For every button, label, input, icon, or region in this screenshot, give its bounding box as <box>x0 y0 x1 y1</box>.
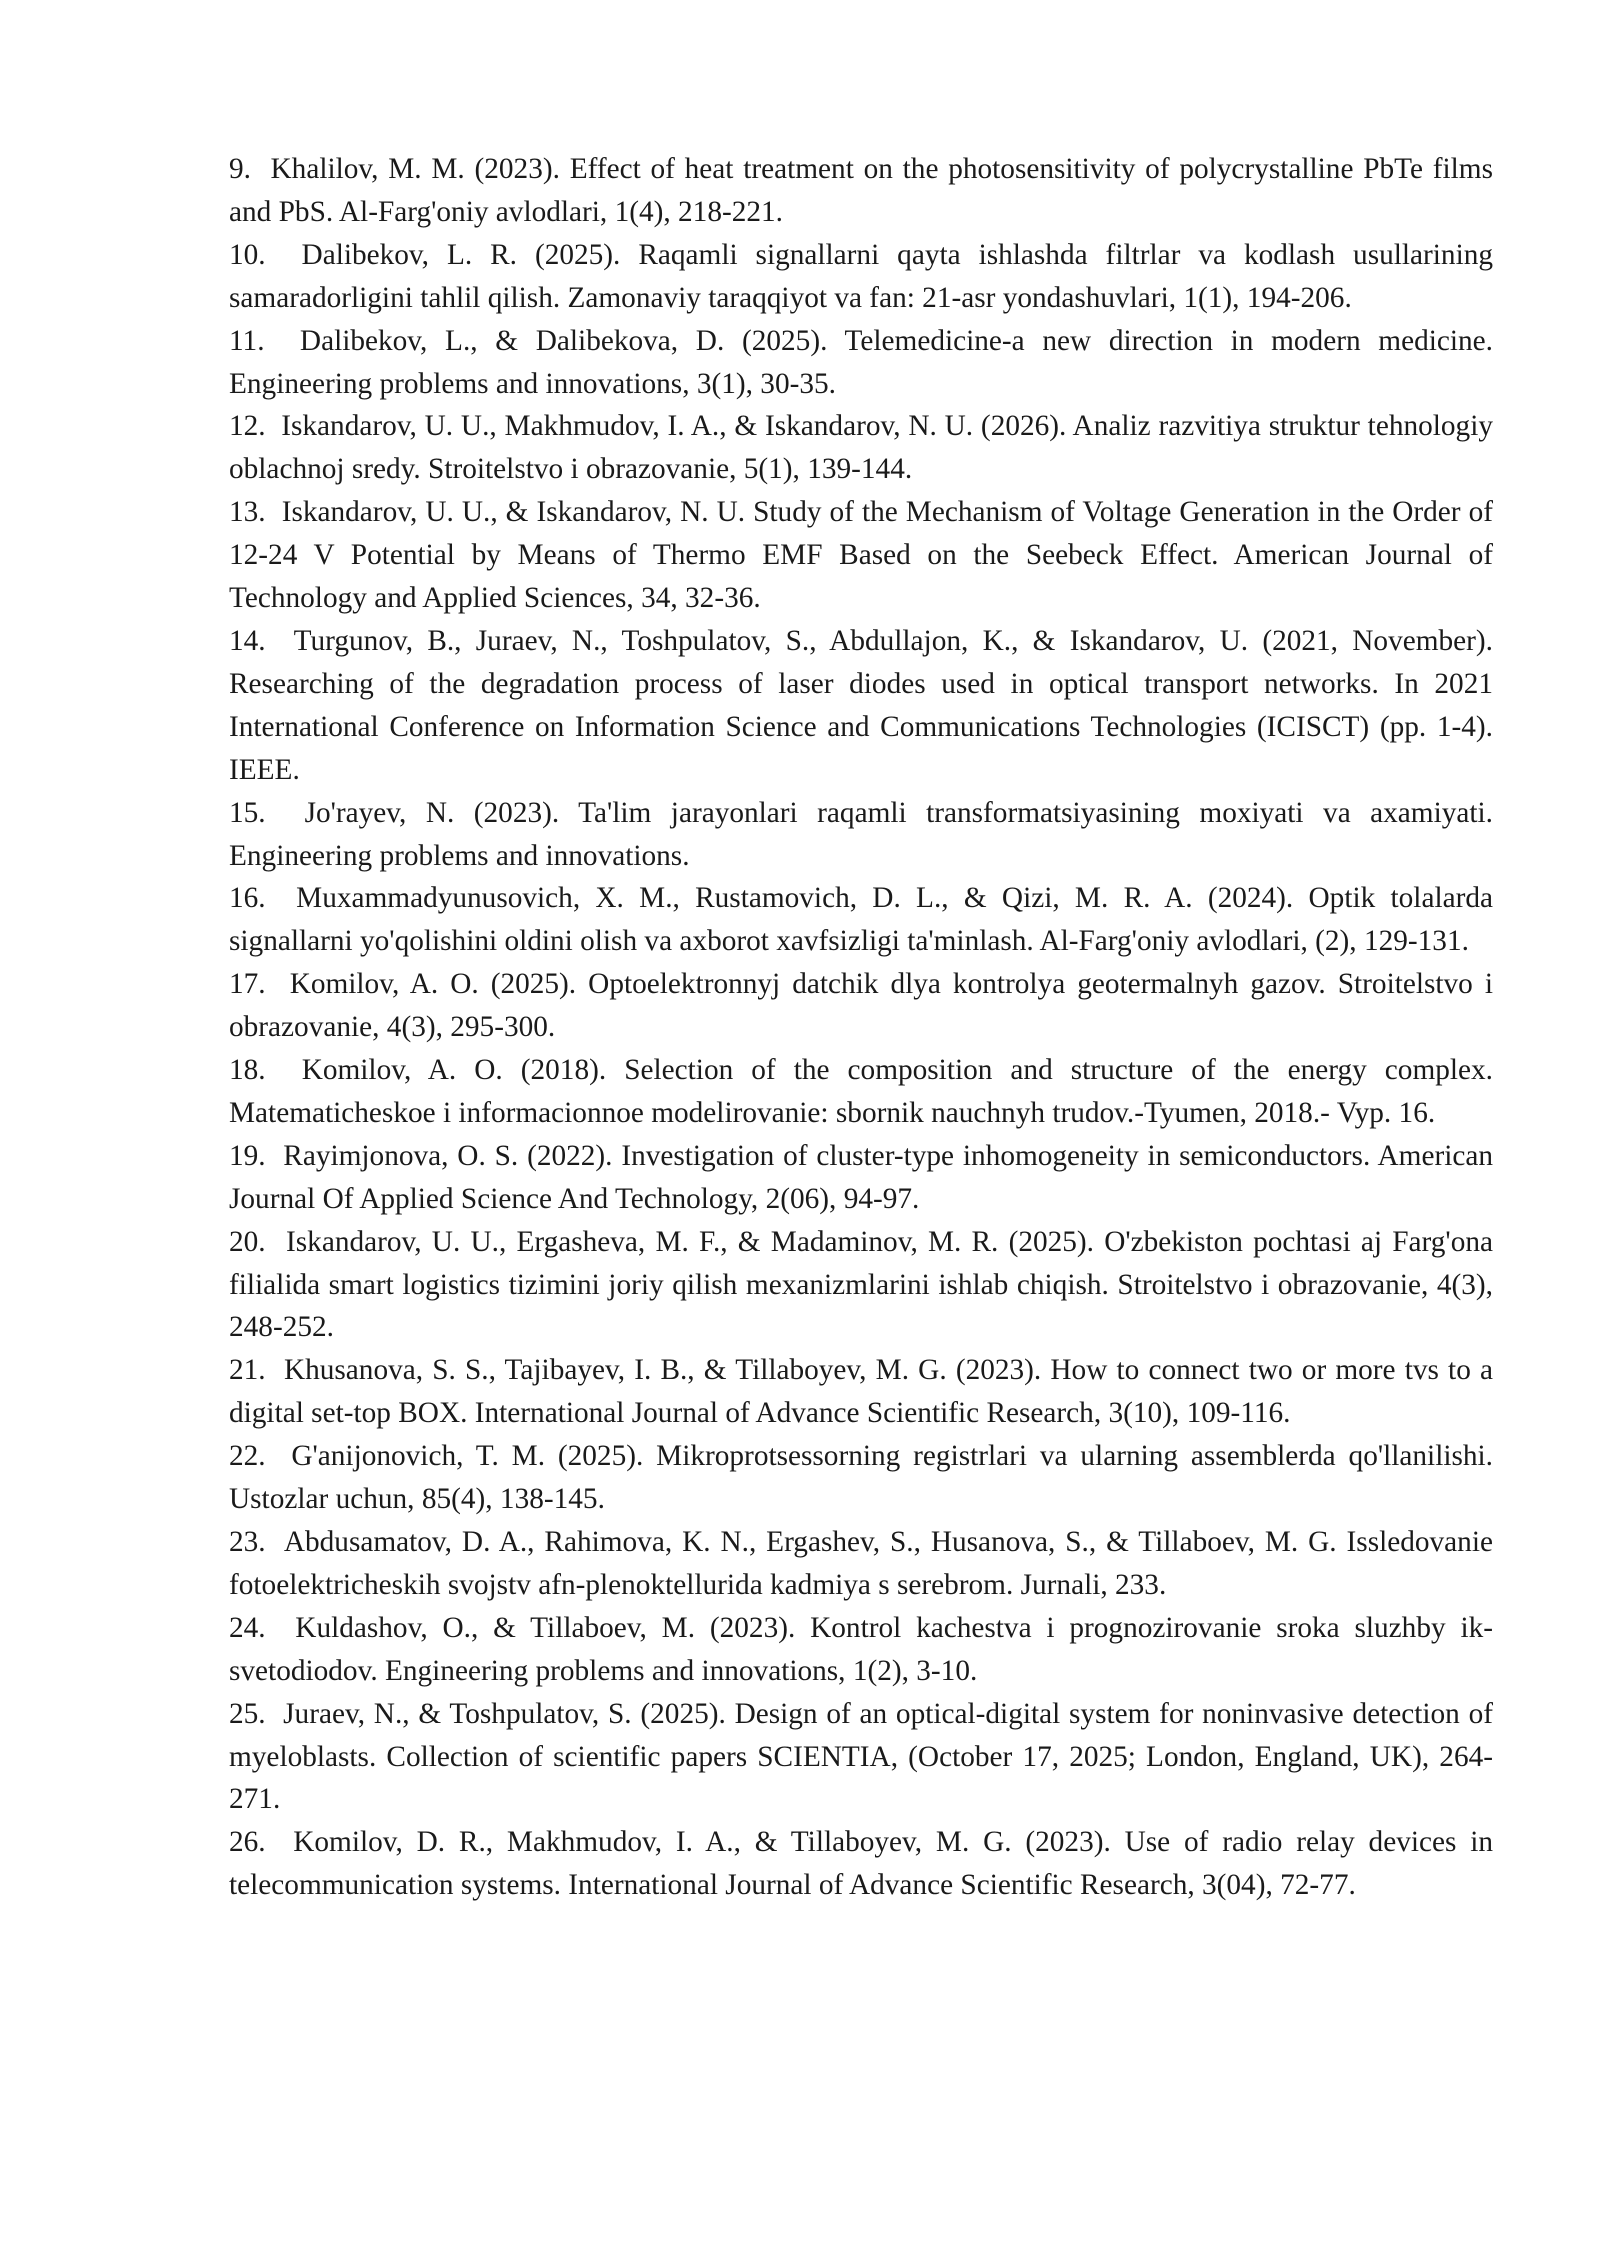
reference-item-20 <box>229 1221 1493 1350</box>
reference-number: 17. <box>229 968 266 1001</box>
reference-number: 13. <box>229 496 266 529</box>
reference-item-26 <box>229 1821 1493 1907</box>
reference-text: Dalibekov, L. R. (2025). Raqamli signallarni qayta ishlashda filtrlar va kodlash usullarining samaradorligini tahlil qilish. Zamonaviy taraqqiyot va fan: 21-asr yondashuvlari, 1(1), 194-206. <box>229 238 1494 314</box>
reference-number: 10. <box>229 238 266 271</box>
reference-item-22 <box>229 1435 1493 1521</box>
reference-number: 11. <box>229 324 265 357</box>
reference-number: 25. <box>229 1697 266 1730</box>
reference-item-25 <box>229 1693 1493 1822</box>
reference-item-9 <box>229 148 1493 234</box>
reference-item-17 <box>229 963 1493 1049</box>
reference-item-23 <box>229 1521 1493 1607</box>
reference-number: 9. <box>229 153 251 185</box>
reference-item-10 <box>229 234 1493 320</box>
reference-text: Jo'rayev, N. (2023). Ta'lim jarayonlari raqamli transformatsiyasining moxiyati va axamiyati. Engineering problems and innovations. <box>229 796 1493 872</box>
reference-item-16 <box>229 877 1493 963</box>
reference-text: Komilov, A. O. (2018). Selection of the composition and structure of the energy complex. Matematicheskoe i informacionnoe modelirovanie: sbornik nauchnyh trudov.-Tyumen, 2018.- Vyp. 16. <box>229 1054 1493 1129</box>
reference-item-19 <box>229 1135 1493 1221</box>
reference-number: 14. <box>229 624 266 657</box>
reference-number: 22. <box>229 1440 266 1473</box>
reference-number: 20. <box>229 1225 266 1258</box>
reference-text: Abdusamatov, D. A., Rahimova, K. N., Ergashev, S., Husanova, S., & Tillaboev, M. G. Issledovanie fotoelektricheskih svojstv afn-plenoktellurida kadmiya s serebrom. Jurnali, 233. <box>229 1526 1493 1601</box>
reference-text: Turgunov, B., Juraev, N., Toshpulatov, S., Abdullajon, K., & Iskandarov, U. (2021, November). Researching of the degradation process of laser diodes used in optical transport networks. In 2021 International Conference on Information Science and Communications Technologies (ICISCT) (pp. 1-4). IEEE. <box>229 624 1493 786</box>
reference-item-24 <box>229 1607 1493 1693</box>
reference-text: Dalibekov, L., & Dalibekova, D. (2025). Telemedicine-a new direction in modern medicine. Engineering problems and innovations, 3(1), 30-35. <box>229 324 1493 400</box>
reference-number: 21. <box>229 1354 266 1387</box>
reference-number: 12. <box>229 410 266 443</box>
reference-text: Rayimjonova, O. S. (2022). Investigation of cluster-type inhomogeneity in semiconductors. American Journal Of Applied Science And Technology, 2(06), 94-97. <box>229 1139 1493 1215</box>
reference-text: Juraev, N., & Toshpulatov, S. (2025). Design of an optical-digital system for noninvasive detection of myeloblasts. Collection of scientific papers SCIENTIA, (October 17, 2025; London, England, UK), 264-271. <box>229 1697 1493 1816</box>
reference-number: 16. <box>229 882 266 915</box>
reference-number: 26. <box>229 1826 266 1859</box>
reference-item-15 <box>229 792 1493 878</box>
reference-text: Muxammadyunusovich, X. M., Rustamovich, D. L., & Qizi, M. R. A. (2024). Optik tolalarda signallarni yo'qolishini oldini olish va axborot xavfsizligi ta'minlash. Al-Farg'oniy avlodlari, (2), 129-131. <box>229 882 1493 958</box>
reference-number: 15. <box>229 796 266 829</box>
reference-text: Iskandarov, U. U., Ergasheva, M. F., & Madaminov, M. R. (2025). O'zbekiston pochtasi aj Farg'ona filialida smart logistics tizimini joriy qilish mexanizmlarini ishlab chiqish. Stroitelstvo i obrazovanie, 4(3), 248-252. <box>229 1225 1493 1344</box>
reference-text: G'anijonovich, T. M. (2025). Mikroprotsessorning registrlari va ularning assemblerda qo'llanilishi. Ustozlar uchun, 85(4), 138-145. <box>229 1440 1493 1516</box>
reference-list <box>229 148 1493 1907</box>
reference-number: 19. <box>229 1139 266 1172</box>
reference-number: 23. <box>229 1526 266 1558</box>
reference-number: 18. <box>229 1054 266 1087</box>
reference-item-13 <box>229 491 1493 620</box>
reference-item-21 <box>229 1349 1493 1435</box>
reference-item-18 <box>229 1049 1493 1135</box>
reference-text: Komilov, D. R., Makhmudov, I. A., & Tillaboyev, M. G. (2023). Use of radio relay devices in telecommunication systems. International Journal of Advance Scientific Research, 3(04), 72-77. <box>229 1826 1493 1902</box>
reference-number: 24. <box>229 1611 266 1644</box>
reference-text: Khusanova, S. S., Tajibayev, I. B., & Tillaboyev, M. G. (2023). How to connect two or more tvs to a digital set-top BOX. International Journal of Advance Scientific Research, 3(10), 109-116. <box>229 1354 1493 1430</box>
reference-item-14 <box>229 620 1493 792</box>
reference-text: Komilov, A. O. (2025). Optoelektronnyj datchik dlya kontrolya geotermalnyh gazov. Stroitelstvo i obrazovanie, 4(3), 295-300. <box>229 968 1493 1044</box>
reference-text: Kuldashov, O., & Tillaboev, M. (2023). Kontrol kachestva i prognozirovanie sroka sluzhby ik-svetodiodov. Engineering problems and innovations, 1(2), 3-10. <box>229 1611 1493 1687</box>
reference-text: Iskandarov, U. U., & Iskandarov, N. U. Study of the Mechanism of Voltage Generation in the Order of 12-24 V Potential by Means of Thermo EMF Based on the Seebeck Effect. American Journal of Technology and Applied Sciences, 34, 32-36. <box>229 496 1493 615</box>
reference-item-12 <box>229 405 1493 491</box>
reference-item-11 <box>229 320 1493 406</box>
reference-text: Khalilov, M. M. (2023). Effect of heat treatment on the photosensitivity of polycrystalline PbTe films and PbS. Al-Farg'oniy avlodlari, 1(4), 218-221. <box>229 153 1493 228</box>
reference-text: Iskandarov, U. U., Makhmudov, I. A., & Iskandarov, N. U. (2026). Analiz razvitiya struktur tehnologiy oblachnoj sredy. Stroitelstvo i obrazovanie, 5(1), 139-144. <box>229 410 1493 486</box>
